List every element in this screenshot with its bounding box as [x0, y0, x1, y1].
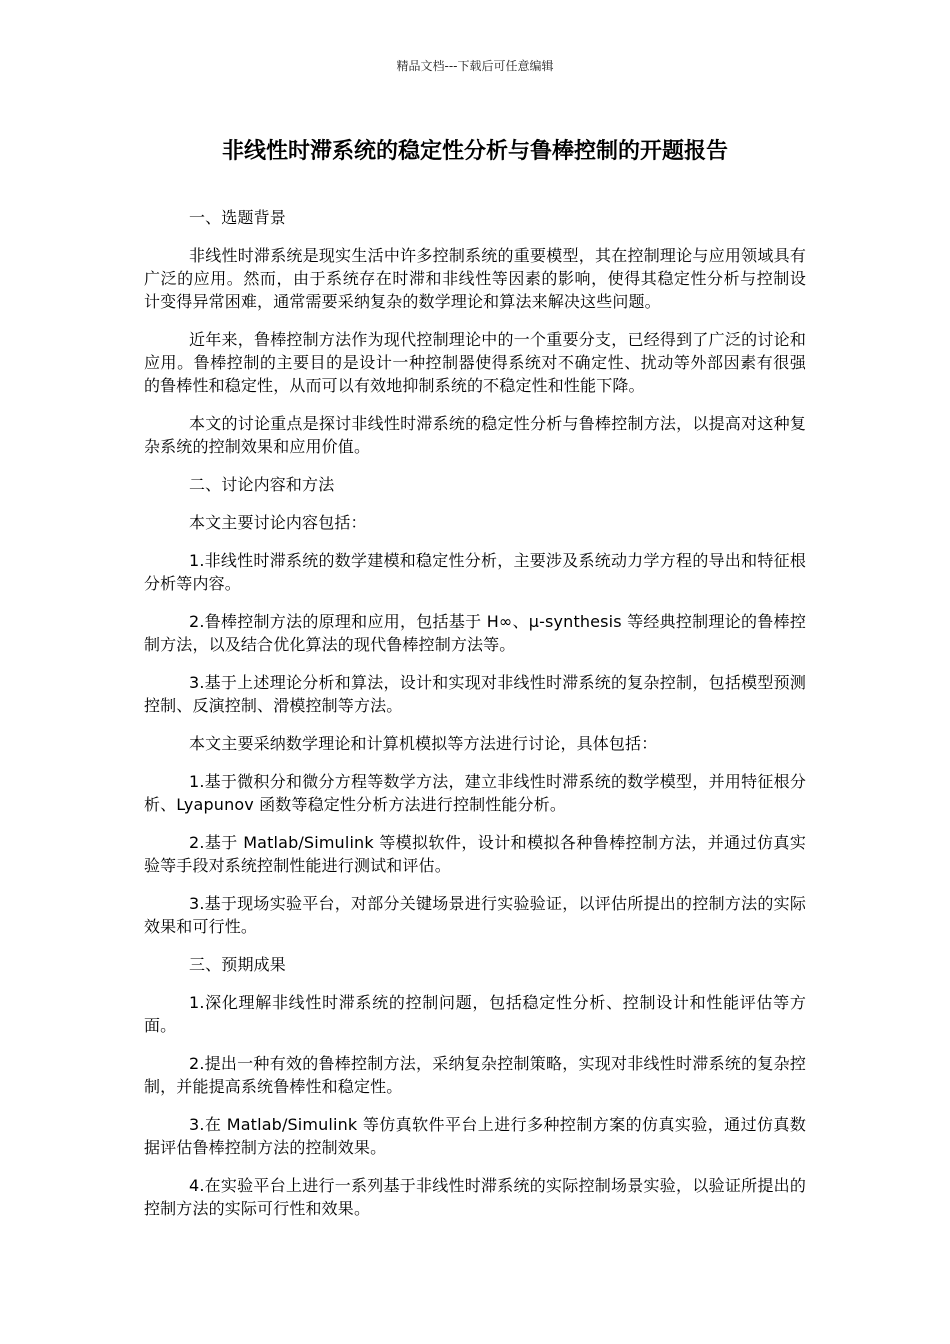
list-item: 3.在 Matlab/Simulink 等仿真软件平台上进行多种控制方案的仿真实验，通过仿真数据评估鲁棒控制方法的控制效果。	[144, 1115, 806, 1157]
list-item: 1.非线性时滞系统的数学建模和稳定性分析，主要涉及系统动力学方程的导出和特征根分析等内容。	[144, 551, 806, 593]
section-heading-background: 一、选题背景	[189, 208, 286, 227]
list-item: 1.深化理解非线性时滞系统的控制问题，包括稳定性分析、控制设计和性能评估等方面。	[144, 993, 806, 1035]
section-heading-expected-results: 三、预期成果	[189, 955, 286, 974]
paragraph: 本文主要采纳数学理论和计算机模拟等方法进行讨论，具体包括：	[189, 734, 658, 753]
document-title: 非线性时滞系统的稳定性分析与鲁棒控制的开题报告	[221, 139, 728, 164]
list-item: 3.基于现场实验平台，对部分关键场景进行实验验证，以评估所提出的控制方法的实际效果和可行性。	[144, 894, 806, 936]
paragraph: 本文的讨论重点是探讨非线性时滞系统的稳定性分析与鲁棒控制方法，以提高对这种复杂系统的控制效果和应用价值。	[144, 414, 806, 456]
list-item: 2.提出一种有效的鲁棒控制方法，采纳复杂控制策略，实现对非线性时滞系统的复杂控制，并能提高系统鲁棒性和稳定性。	[144, 1054, 806, 1096]
list-item: 3.基于上述理论分析和算法，设计和实现对非线性时滞系统的复杂控制，包括模型预测控制、反演控制、滑模控制等方法。	[144, 673, 806, 715]
paragraph: 非线性时滞系统是现实生活中许多控制系统的重要模型，其在控制理论与应用领域具有广泛的应用。然而，由于系统存在时滞和非线性等因素的影响，使得其稳定性分析与控制设计变得异常困难，通常需要采纳复杂的数学理论和算法来解决这些问题。	[144, 246, 806, 311]
list-item: 1.基于微积分和微分方程等数学方法，建立非线性时滞系统的数学模型，并用特征根分析、Lyapunov 函数等稳定性分析方法进行控制性能分析。	[144, 772, 806, 814]
header-note: 精品文档---下载后可任意编辑	[396, 59, 554, 73]
list-item: 4.在实验平台上进行一系列基于非线性时滞系统的实际控制场景实验，以验证所提出的控制方法的实际可行性和效果。	[144, 1176, 806, 1218]
section-heading-content-methods: 二、讨论内容和方法	[189, 475, 335, 494]
paragraph: 本文主要讨论内容包括：	[189, 513, 367, 532]
paragraph: 近年来，鲁棒控制方法作为现代控制理论中的一个重要分支，已经得到了广泛的讨论和应用。鲁棒控制的主要目的是设计一种控制器使得系统对不确定性、扰动等外部因素有很强的鲁棒性和稳定性，从而可以有效地抑制系统的不稳定性和性能下降。	[144, 330, 806, 395]
list-item: 2.鲁棒控制方法的原理和应用，包括基于 H∞、μ-synthesis 等经典控制理论的鲁棒控制方法，以及结合优化算法的现代鲁棒控制方法等。	[144, 612, 806, 654]
list-item: 2.基于 Matlab/Simulink 等模拟软件，设计和模拟各种鲁棒控制方法，并通过仿真实验等手段对系统控制性能进行测试和评估。	[144, 833, 806, 875]
document-body	[144, 206, 806, 1235]
